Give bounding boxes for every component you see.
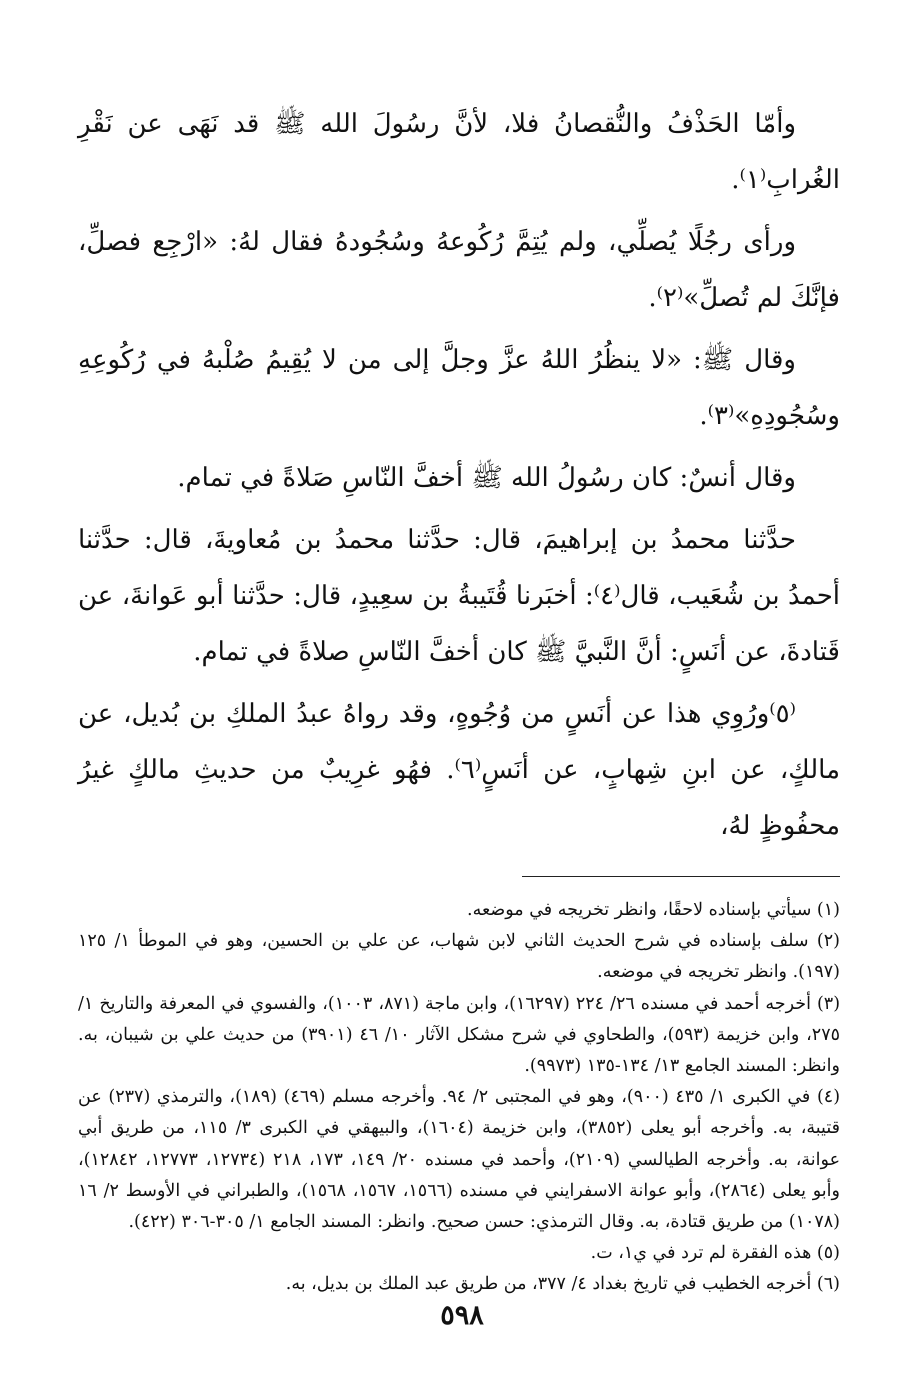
paragraph: وأمّا الحَذْفُ والنُّقصانُ فلا، لأنَّ رسُولَ الله ﷺ قد نَهَى عن نَقْرِ الغُرابِ⁽١⁾. (78, 109, 840, 195)
footnote: (١) سيأتي بإسناده لاحقًا، وانظر تخريجه في موضعه. (467, 900, 840, 920)
footnote: (٤) في الكبرى ١/ ٤٣٥ (٩٠٠)، وهو في المجتبى ٢/ ٩٤. وأخرجه مسلم (٤٦٩) (١٨٩)، والترمذي (٢٣٧) عن قتيبة، به. وأخرجه أبو يعلى (٣٨٥٢)، وابن خزيمة (١٦٠٤)، والبيهقي في الكبرى ٣/ ١١٥، من طريق أبي عوانة، به. وأخرجه الطيالسي (٢١٠٩)، وأحمد في مسنده ٢٠/ ١٤٩، ١٧٣، ٢١٨ (١٢٧٣٤، ١٢٧٧٣، ١٢٨٤٢)، وأبو يعلى (٢٨٦٤)، وأبو عوانة الاسفرايني في مسنده (١٥٦٦، ١٥٦٧، ١٥٦٨)، والطبراني في الأوسط ٢/ ١٦ (١٠٧٨) من طريق قتادة، به. وقال الترمذي: حسن صحيح. وانظر: المسند الجامع ١/ ٣٠٥-٣٠٦ (٤٢٢). (78, 1087, 841, 1233)
footnote: (٦) أخرجه الخطيب في تاريخ بغداد ٤/ ٣٧٧، من طريق عبد الملك بن بديل، به. (285, 1274, 840, 1295)
paragraph: ⁽٥⁾ورُوِي هذا عن أنَسٍ من وُجُوهٍ، وقد رواهُ عبدُ الملكِ بن بُديل، عن مالكٍ، عن ابنِ شِهابٍ، عن أنَسٍ⁽٦⁾. فهُو غرِيبٌ من حديثِ مالكٍ غيرُ محفُوظٍ لهُ، (78, 699, 840, 841)
main-text (78, 96, 840, 854)
footnote-separator (522, 876, 840, 877)
paragraph: وقال أنسٌ: كان رسُولُ الله ﷺ أخفَّ النّاسِ صَلاةً في تمام. (177, 463, 796, 493)
page-number: ٥٩٨ (440, 1300, 484, 1331)
paragraph: ورأى رجُلًا يُصلِّي، ولم يُتِمَّ رُكُوعهُ وسُجُودهُ فقال لهُ: «ارْجِع فصلِّ، فإنَّكَ لم تُصلِّ»⁽٢⁾. (78, 227, 840, 313)
paragraph: حدَّثنا محمدُ بن إبراهيمَ، قال: حدَّثنا محمدُ بن مُعاويةَ، قال: حدَّثنا أحمدُ بن شُعَيب، قال⁽٤⁾: أخبَرنا قُتَيبةُ بن سعِيدٍ، قال: حدَّثنا أبو عَوانةَ، عن قَتادةَ، عن أنَسٍ: أنَّ النَّبيَّ ﷺ كان أخفَّ النّاسِ صلاةً في تمام. (78, 525, 840, 667)
paragraph: وقال ﷺ: «لا ينظُرُ اللهُ عزَّ وجلَّ إلى من لا يُقِيمُ صُلْبهُ في رُكُوعِهِ وسُجُودِهِ»⁽٣⁾. (78, 345, 840, 431)
footnote: (٢) سلف بإسناده في شرح الحديث الثاني لابن شهاب، عن علي بن الحسين، وهو في الموطأ ١/ ١٢٥ (١٩٧). وانظر تخريجه في موضعه. (78, 931, 840, 983)
page-body (78, 96, 840, 1301)
footnote: (٣) أخرجه أحمد في مسنده ٢٦/ ٢٢٤ (١٦٢٩٧)، وابن ماجة (٨٧١، ١٠٠٣)، والفسوي في المعرفة والتاريخ ١/ ٢٧٥، وابن خزيمة (٥٩٣)، والطحاوي في شرح مشكل الآثار ١٠/ ٤٦ (٣٩٠١) من حديث علي بن شيبان، به. وانظر: المسند الجامع ١٣/ ١٣٤-١٣٥ (٩٩٧٣). (78, 993, 841, 1077)
footnotes (78, 895, 840, 1301)
footnote: (٥) هذه الفقرة لم ترد في ي١، ت. (590, 1243, 840, 1264)
